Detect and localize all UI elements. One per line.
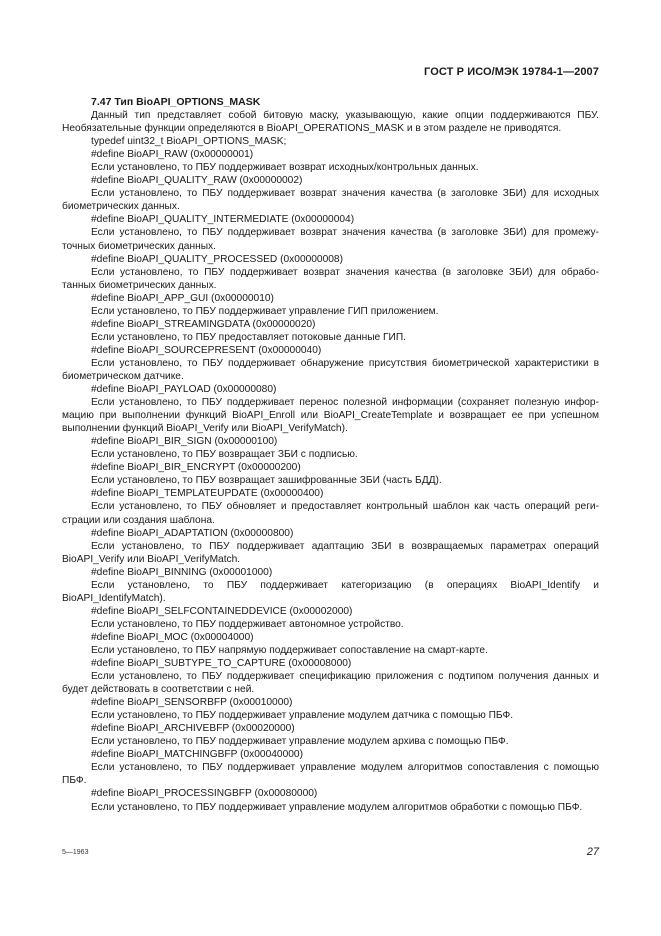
paragraph: Если установлено, то ПБУ поддерживает возврат значения качества (в заголовке ЗБИ) для обрабо-танных биометрических данных. (62, 266, 599, 291)
paragraph: Если установлено, то ПБУ обновляет и предоставляет контрольный шаблон как часть операций реги-страции или создания шаблона. (62, 501, 599, 526)
code-line: #define BioAPI_BINNING (0x00001000) (91, 566, 273, 578)
paragraph: Если установлено, то ПБУ поддерживает адаптацию ЗБИ в возвращаемых параметрах операций BioAPI_Verify или BioAPI_VerifyMatch. (62, 540, 599, 565)
section-title: 7.47 Тип BioAPI_OPTIONS_MASK (91, 96, 261, 108)
code-line: #define BioAPI_SOURCEPRESENT (0x00000040) (91, 344, 322, 356)
page-body (62, 96, 599, 814)
paragraph: Если установлено, то ПБУ поддерживает управление ГИП приложением. (91, 305, 439, 317)
paragraph: Если установлено, то ПБУ поддерживает спецификацию приложения с подтипом получения данных и будет действовать в соответствии с ней. (62, 671, 599, 696)
code-line: #define BioAPI_SENSORBFP (0x00010000) (91, 697, 293, 709)
paragraph: Данный тип представляет собой битовую маску, указывающую, какие опции поддерживаются ПБУ. Необязательные функции определяются в BioAPI_OPERATIONS_MASK и в этом разделе не приводятся. (62, 110, 599, 135)
code-line: #define BioAPI_RAW (0x00000001) (91, 149, 254, 161)
paragraph: Если установлено, то ПБУ возвращает зашифрованные ЗБИ (часть БДД). (91, 475, 442, 487)
code-line: #define BioAPI_QUALITY_PROCESSED (0x00000008) (91, 253, 343, 265)
paragraph: Если установлено, то ПБУ поддерживает перенос полезной информации (сохраняет полезную инфор-мацию при выполнении функций BioAPI_Enroll или BioAPI_CreateTemplate и возвращает ее при успешном выполнении функций BioAPI_Verify или BioAPI_VerifyMatch). (62, 397, 599, 435)
code-line: #define BioAPI_STREAMINGDATA (0x00000020) (91, 318, 316, 330)
paragraph: Если установлено, то ПБУ поддерживает управление модулем датчика с помощью ПБФ. (91, 710, 514, 722)
code-line: #define BioAPI_PROCESSINGBFP (0x00080000) (91, 788, 318, 800)
code-line: #define BioAPI_TEMPLATEUPDATE (0x00000400) (91, 488, 324, 500)
code-line: #define BioAPI_QUALITY_RAW (0x00000002) (91, 175, 303, 187)
code-line: #define BioAPI_SELFCONTAINEDDEVICE (0x00002000) (91, 605, 353, 617)
paragraph: Если установлено, то ПБУ поддерживает управление модулем архива с помощью ПБФ. (91, 736, 509, 748)
paragraph: Если установлено, то ПБУ поддерживает обнаружение присутствия биометрической характеристики в биометрическом датчике. (62, 357, 599, 382)
code-line: #define BioAPI_PAYLOAD (0x00000080) (91, 384, 277, 396)
standard-header: ГОСТ Р ИСО/МЭК 19784-1—2007 (424, 66, 599, 78)
paragraph: Если установлено, то ПБУ возвращает ЗБИ с подписью. (91, 449, 358, 461)
code-line: #define BioAPI_MATCHINGBFP (0x00040000) (91, 749, 303, 761)
paragraph: Если установлено, то ПБУ поддерживает возврат значения качества (в заголовке ЗБИ) для промежу-точных биометрических данных. (62, 227, 599, 252)
paragraph: Если установлено, то ПБУ поддерживает возврат исходных/контрольных данных. (91, 162, 479, 174)
paragraph: Если установлено, то ПБУ напрямую поддерживает сопоставление на смарт-карте. (91, 644, 488, 656)
code-line: #define BioAPI_QUALITY_INTERMEDIATE (0x00000004) (91, 214, 355, 226)
print-mark: 5—1963 (62, 849, 89, 856)
code-line: #define BioAPI_BIR_ENCRYPT (0x00000200) (91, 462, 301, 474)
paragraph: Если установлено, то ПБУ поддерживает автономное устройство. (91, 618, 404, 630)
code-line: #define BioAPI_ARCHIVEBFP (0x00020000) (91, 723, 295, 735)
code-line: #define BioAPI_MOC (0x00004000) (91, 631, 254, 643)
code-line: #define BioAPI_SUBTYPE_TO_CAPTURE (0x00008000) (91, 658, 352, 670)
code-line: #define BioAPI_APP_GUI (0x00000010) (91, 292, 274, 304)
page-number: 27 (586, 846, 599, 858)
paragraph: Если установлено, то ПБУ поддерживает категоризацию (в операциях BioAPI_Identify и BioAPI_IdentifyMatch). (62, 579, 599, 604)
code-line: typedef uint32_t BioAPI_OPTIONS_MASK; (91, 136, 287, 148)
paragraph: Если установлено, то ПБУ предоставляет потоковые данные ГИП. (91, 331, 407, 343)
paragraph: Если установлено, то ПБУ поддерживает управление модулем алгоритмов обработки с помощью ПБФ. (91, 801, 583, 813)
paragraph: Если установлено, то ПБУ поддерживает возврат значения качества (в заголовке ЗБИ) для исходных биометрических данных. (62, 188, 599, 213)
code-line: #define BioAPI_ADAPTATION (0x00000800) (91, 527, 294, 539)
paragraph: Если установлено, то ПБУ поддерживает управление модулем алгоритмов сопоставления с помощью ПБФ. (62, 762, 599, 787)
code-line: #define BioAPI_BIR_SIGN (0x00000100) (91, 436, 278, 448)
